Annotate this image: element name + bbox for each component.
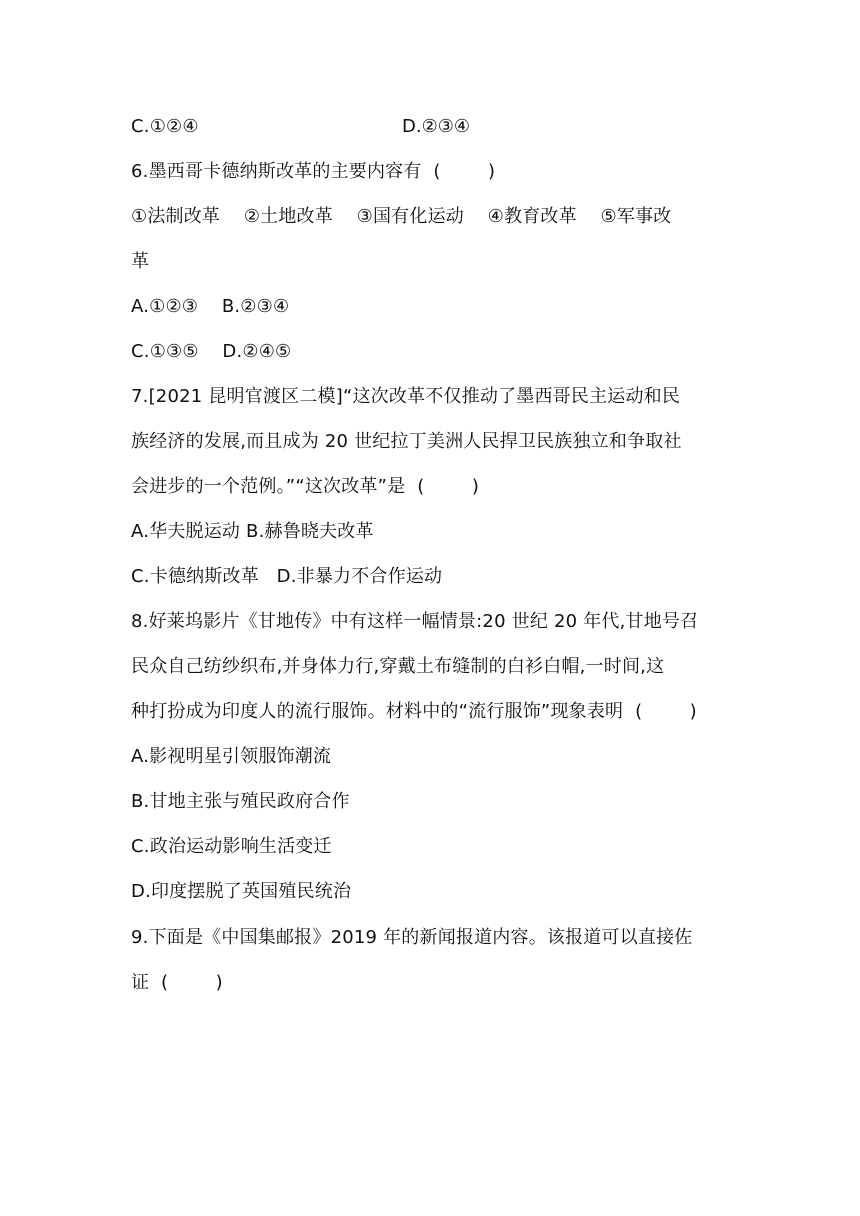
question-6-items: ①法制改革 ②土地改革 ③国有化运动 ④教育改革 ⑤军事改 <box>131 206 672 227</box>
option-c-prev: C.①②④ <box>131 116 199 137</box>
question-9-stem-2: 证 ( ) <box>131 972 223 993</box>
question-8-stem-2: 民众自己纺纱织布,并身体力行,穿戴土布缝制的白衫白帽,一时间,这 <box>131 656 665 677</box>
question-8-option-c: C.政治运动影响生活变迁 <box>131 836 332 857</box>
question-8-option-a: A.影视明星引领服饰潮流 <box>131 746 332 767</box>
question-9-stem-1: 9.下面是《中国集邮报》2019 年的新闻报道内容。该报道可以直接佐 <box>131 927 693 948</box>
question-6-stem: 6.墨西哥卡德纳斯改革的主要内容有 ( ) <box>131 161 496 182</box>
question-7-stem-2: 族经济的发展,而且成为 20 世纪拉丁美洲人民捍卫民族独立和争取社 <box>131 431 682 452</box>
question-7-stem-1: 7.[2021 昆明官渡区二模]“这次改革不仅推动了墨西哥民主运动和民 <box>131 386 681 407</box>
question-6-items-cont: 革 <box>131 251 150 272</box>
question-7-stem-3: 会进步的一个范例。”“这次改革”是 ( ) <box>131 476 480 497</box>
question-8-stem-3: 种打扮成为印度人的流行服饰。材料中的“流行服饰”现象表明 ( ) <box>131 701 697 722</box>
question-8-option-d: D.印度摆脱了英国殖民统治 <box>131 881 352 902</box>
question-7-options-cd: C.卡德纳斯改革 D.非暴力不合作运动 <box>131 566 443 587</box>
question-8-option-b: B.甘地主张与殖民政府合作 <box>131 791 350 812</box>
option-d-prev: D.②③④ <box>402 116 470 137</box>
question-8-stem-1: 8.好莱坞影片《甘地传》中有这样一幅情景:20 世纪 20 年代,甘地号召 <box>131 611 699 632</box>
question-7-options-ab: A.华夫脱运动 B.赫鲁晓夫改革 <box>131 521 374 542</box>
question-6-options-cd: C.①③⑤ D.②④⑤ <box>131 341 292 362</box>
question-6-options-ab: A.①②③ B.②③④ <box>131 296 290 317</box>
